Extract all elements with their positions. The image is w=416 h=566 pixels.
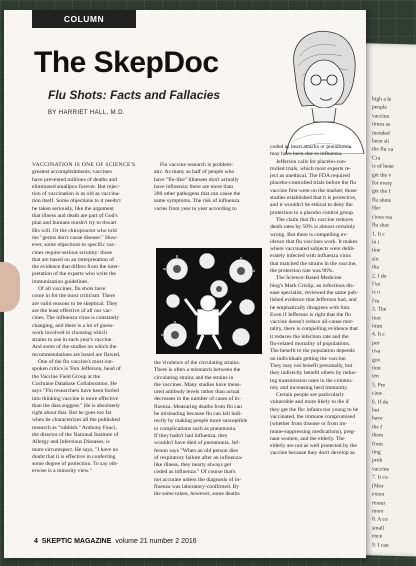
text-line: The Science-Based Medicine (276, 275, 342, 282)
facing-text-line: (Mor (372, 483, 384, 490)
text-line: immunization guidelines. (32, 278, 89, 285)
text-line: are valid reasons to be skeptical. They (32, 300, 118, 307)
text-line: If they hadn't had influenza, they (154, 432, 228, 439)
text-line: the protection rate was 96%. (270, 268, 334, 275)
text-line: tality, there is compelling evidence that (270, 326, 358, 333)
issue-info: volume 21 number 2 2016 (115, 538, 197, 545)
facing-text-line: people (372, 104, 387, 112)
text-line: ing transmission rates in the commu- (270, 377, 353, 384)
text-line: ferson says "When an old person dies (154, 447, 238, 454)
facing-text-line: cious rea (372, 214, 393, 221)
text-line: plan and humans mustn't try to thwart (32, 220, 117, 227)
text-line: they indirectly benefit others by reduc- (270, 370, 358, 377)
facing-text-line: Cra (372, 155, 381, 162)
facing-text-line: 8. A co (372, 516, 388, 524)
text-line: may have been due to influenza. (270, 151, 343, 158)
text-line: Flu vaccine research is problem- (160, 162, 234, 168)
text-line: the same token, however, some deaths (154, 491, 240, 498)
facing-text-line: been sh (372, 138, 389, 145)
text-line: His will. Or the chiropractor who told (32, 227, 117, 234)
text-line: strains to use in each year's vaccine. (32, 337, 113, 344)
text-line: idence that flu vaccines work. It makes (270, 238, 358, 245)
text-line: greatest accomplishments; vaccines (32, 169, 112, 176)
text-line: it reduces the infection rate and the (270, 333, 349, 340)
text-line: wrong. But there is compelling ev- (270, 231, 348, 238)
facing-text-line: resear (372, 499, 386, 507)
text-line: he emphatically disagrees with him. (270, 304, 351, 311)
page-number: 4 (34, 538, 38, 545)
article-column-2-bottom (154, 360, 262, 499)
text-line: says "Flu researchers have been fooled (32, 388, 119, 395)
text-line: blog's Mark Crislip, an infectious dis- (270, 282, 355, 289)
page-footer (34, 538, 197, 545)
facing-text-line: the f (372, 424, 383, 431)
facing-text-line: 7. It co (372, 474, 388, 482)
text-line: vaccine first went on the market; those (270, 187, 357, 194)
text-line: when he characterizes all the published (32, 417, 120, 424)
text-line: flu-related mortality of populations. (270, 341, 351, 348)
facing-text-line: caus (372, 390, 382, 397)
text-line: rectly by making people more susceptible (154, 418, 248, 425)
facing-page-text (372, 95, 416, 551)
facing-text-line: mended (372, 129, 390, 137)
text-line: pretation of the experts who write the (32, 271, 116, 278)
text-line: studies established that it is protective, (270, 195, 357, 202)
text-line: to complications such as pneumonia. (154, 425, 237, 432)
text-line: same symptoms. The risk of influenza (154, 198, 240, 205)
text-line: cines. The influenza virus is constantly (32, 315, 120, 322)
text-line: right about that. But he goes too far (32, 410, 112, 417)
facing-text-line: tha (372, 264, 379, 271)
facing-text-line: tion (372, 365, 381, 372)
text-line: of respiratory failure after an influenza- (154, 454, 243, 461)
facing-text-line: tiva (372, 348, 381, 355)
facing-text-line: 2. I do (372, 272, 387, 280)
thumb (0, 262, 20, 312)
text-line: death rates by 50% is almost certainly (270, 224, 356, 231)
text-line: Cochrane Database Collaboration. He (32, 380, 117, 387)
facing-text-line: more (372, 508, 384, 515)
text-line: tion of vaccination is as old as vaccina- (32, 191, 121, 198)
text-line: vulnerable and more likely to die if (270, 399, 349, 406)
facing-text-line: exten (372, 491, 385, 498)
facing-text-line: tion (372, 314, 381, 322)
magazine-name: SKEPTIC MAGAZINE (41, 538, 112, 545)
text-line: tion itself. Some objections to it needn't (32, 198, 121, 205)
article-column-2-top (154, 162, 262, 213)
text-line: the vaccines. Many studies have meas- (154, 381, 241, 388)
text-line: atic. As many as half of people who (154, 169, 235, 176)
text-line: the evidence that differs from the inter- (32, 264, 120, 271)
text-line: ever, some objections to specific vac- (32, 242, 116, 249)
text-line: The benefit to the population depends (270, 348, 355, 355)
facing-text-line: but (372, 407, 380, 414)
text-line: on individuals getting the vaccine. (270, 355, 347, 362)
text-line: into thinking vaccine is more effective (32, 395, 119, 402)
facing-text-line: 6. If do (372, 398, 389, 406)
text-line: the virulence of the circulating strains. (154, 360, 241, 366)
facing-text-line: get the f (372, 188, 391, 196)
text-line: more circumspect. He says, "I have no (32, 446, 119, 453)
text-line: varies from year to year according to (154, 205, 237, 212)
facing-text-line: the flu va (372, 146, 394, 154)
text-line: decreases in the number of cases of in- (154, 396, 241, 403)
facing-text-line: get the v (372, 172, 392, 179)
text-line: (whether from disease or from im- (270, 421, 348, 428)
text-line: nant women, and the elderly. The (270, 435, 345, 442)
text-line: ease specialist, reviewed the same pub- (270, 289, 358, 296)
text-line: spoken critics is Tom Jefferson, head of (32, 366, 121, 373)
text-line: circulating strains and the strains in (154, 374, 234, 381)
facing-text-line: sin (372, 256, 379, 263)
facing-text-line: 9. I can (372, 541, 389, 549)
text-line: than the data suggest." He is absolutely (32, 402, 120, 409)
text-line: changing, and there is a lot of guess- (32, 322, 115, 329)
facing-text-line: tine (372, 247, 381, 254)
text-line: vaccinated, the immune compromised (270, 413, 356, 420)
facing-text-line: ting (372, 449, 381, 456)
text-line: cines require serious scrutiny: those (32, 249, 113, 256)
text-line: vaccine doesn't reduce all-cause mor- (270, 319, 354, 326)
facing-text-line: gov (372, 356, 381, 364)
text-line: the director of the National Institute of (32, 431, 119, 438)
text-line: And some of the studies on which the (32, 344, 117, 351)
flu-virus-illustration (156, 248, 262, 354)
column-tab: COLUMN (32, 10, 136, 28)
article-column-1 (32, 162, 136, 476)
text-line: nity and increasing herd immunity. (270, 384, 349, 391)
byline: BY HARRIET HALL, M.D. (48, 110, 125, 116)
text-line: placebo-controlled trials before the flu (270, 180, 357, 187)
text-line: protection to a placebo control group. (270, 209, 355, 216)
facing-text-line: from (372, 441, 383, 448)
text-line: doubt that it is effective in conferring (32, 453, 116, 460)
article-title: The SkepDoc (34, 46, 219, 79)
facing-text-line: for every (372, 180, 393, 187)
text-line: One of the flu vaccine's most out- (38, 359, 114, 366)
text-line: research as "rubbish." Anthony Fauci, (32, 424, 117, 431)
facing-text-line: times as (372, 121, 391, 129)
facing-text-line: flu shot (372, 222, 389, 229)
facing-text-line: I've (372, 281, 381, 288)
facing-text-line: high a le (372, 96, 392, 103)
text-line: some degree of protection. To say oth- (32, 461, 119, 468)
text-line: like illness, they nearly always get (154, 462, 232, 469)
facing-text-line: flu shots (372, 197, 392, 204)
text-line: that matched the strains in the vaccine, (270, 260, 357, 267)
text-line: be taken seriously, like the argument (32, 205, 114, 212)
facing-text-line: in t (372, 239, 380, 246)
facing-text-line: 4. It c (372, 331, 385, 339)
text-line: ject as unethical. The FDA required (270, 173, 350, 180)
text-line: be misleading because flu can kill indi- (154, 411, 242, 418)
text-line: The claim that flu vaccine reduces (276, 216, 353, 223)
text-line: not accurate unless the diagnosis of in- (154, 476, 241, 483)
facing-text-line: Her (372, 205, 381, 212)
text-line: fluenza was laboratory-confirmed. By (154, 484, 240, 491)
text-line: and it wouldn't be ethical to deny the (270, 202, 353, 209)
text-line: erwise is a minority view." (32, 468, 92, 475)
text-line: 200 other pathogens that can cause the (154, 191, 241, 198)
facing-text-line: por (372, 340, 380, 347)
facing-text-line: vaccine. (372, 113, 391, 120)
facing-text-line: ten (372, 373, 379, 380)
author-portrait (272, 26, 366, 154)
facing-text-line: imm (372, 323, 383, 330)
text-line: mune-suppressing medications), preg- (270, 428, 356, 435)
text-line: VACCINATION IS ONE OF SCIENCE'S (32, 162, 136, 168)
text-line: have influenza; there are more than (154, 183, 234, 190)
facing-text-line: have (372, 415, 383, 423)
text-line: have prevented millions of deaths and (32, 176, 117, 183)
text-line: where vaccinated subjects were delib- (270, 246, 356, 253)
text-line: fluenza. Measuring deaths from flu can (154, 403, 242, 410)
facing-text-line: them (372, 432, 384, 439)
facing-text-line: ence (372, 533, 383, 540)
text-line: recommendations are based are flawed. (32, 351, 121, 358)
text-line: come in for the most criticism. There (32, 293, 116, 300)
text-line: They may not benefit personally, but (270, 362, 353, 369)
text-line: ured antibody levels rather than actual (154, 389, 240, 396)
facing-text-line: 5. Pre (372, 382, 386, 389)
text-line: erately infected with influenza virus (270, 253, 351, 260)
facing-text-line: is n (372, 289, 380, 296)
text-line: Allergy and Infectious Diseases, is (32, 439, 110, 446)
text-line: work involved in choosing which (32, 329, 107, 336)
facing-text-line: small (372, 525, 385, 532)
text-line: they get the flu: infants too young to be (270, 406, 359, 413)
facing-text-line: 1. It c (372, 230, 385, 238)
text-line: that are based on an interpretation of (32, 256, 115, 263)
text-line: eliminated smallpox forever. But rejec- (32, 183, 120, 190)
text-line: trolled trials, which most experts re- (270, 165, 352, 172)
text-line: coded as heart attacks or pneumonia (270, 144, 352, 150)
text-line: vaccine because they don't develop as (270, 450, 355, 457)
facing-text-line: prob (372, 457, 383, 465)
text-line: Jefferson calls for placebo-con- (276, 158, 347, 165)
text-line: Certain people are particularly (276, 392, 345, 399)
facing-text-line: I'm (372, 298, 380, 305)
text-line: are the least effective of all our vac- (32, 307, 113, 314)
article-subtitle: Flu Shots: Facts and Fallacies (48, 88, 221, 102)
magazine-page (4, 10, 366, 558)
text-line: Even if Jefferson is right that the flu (270, 311, 351, 318)
facing-page (366, 43, 416, 557)
text-line: me "germs don't cause disease." How- (32, 234, 118, 241)
text-line: There is often a mismatch between the (154, 367, 241, 374)
facing-text-line: vaccine (372, 466, 390, 473)
text-line: have "flu-like" illnesses don't actually (154, 176, 239, 183)
text-line: the Vaccine Field Group at the (32, 373, 101, 380)
text-line: Of all vaccines, flu shots have (38, 286, 106, 293)
text-line: lished evidence that Jefferson had, and (270, 297, 357, 304)
text-line: elderly are not as well protected by the (270, 443, 357, 450)
article-column-3 (270, 144, 366, 458)
text-line: that illness and death are part of God's (32, 213, 118, 220)
facing-text-line: is of bene (372, 163, 394, 171)
text-line: coded as influenza." Of course that's (154, 469, 236, 476)
text-line: wouldn't have died of pneumonia. Jef- (154, 440, 240, 447)
facing-text-line: 3. The (372, 306, 387, 313)
